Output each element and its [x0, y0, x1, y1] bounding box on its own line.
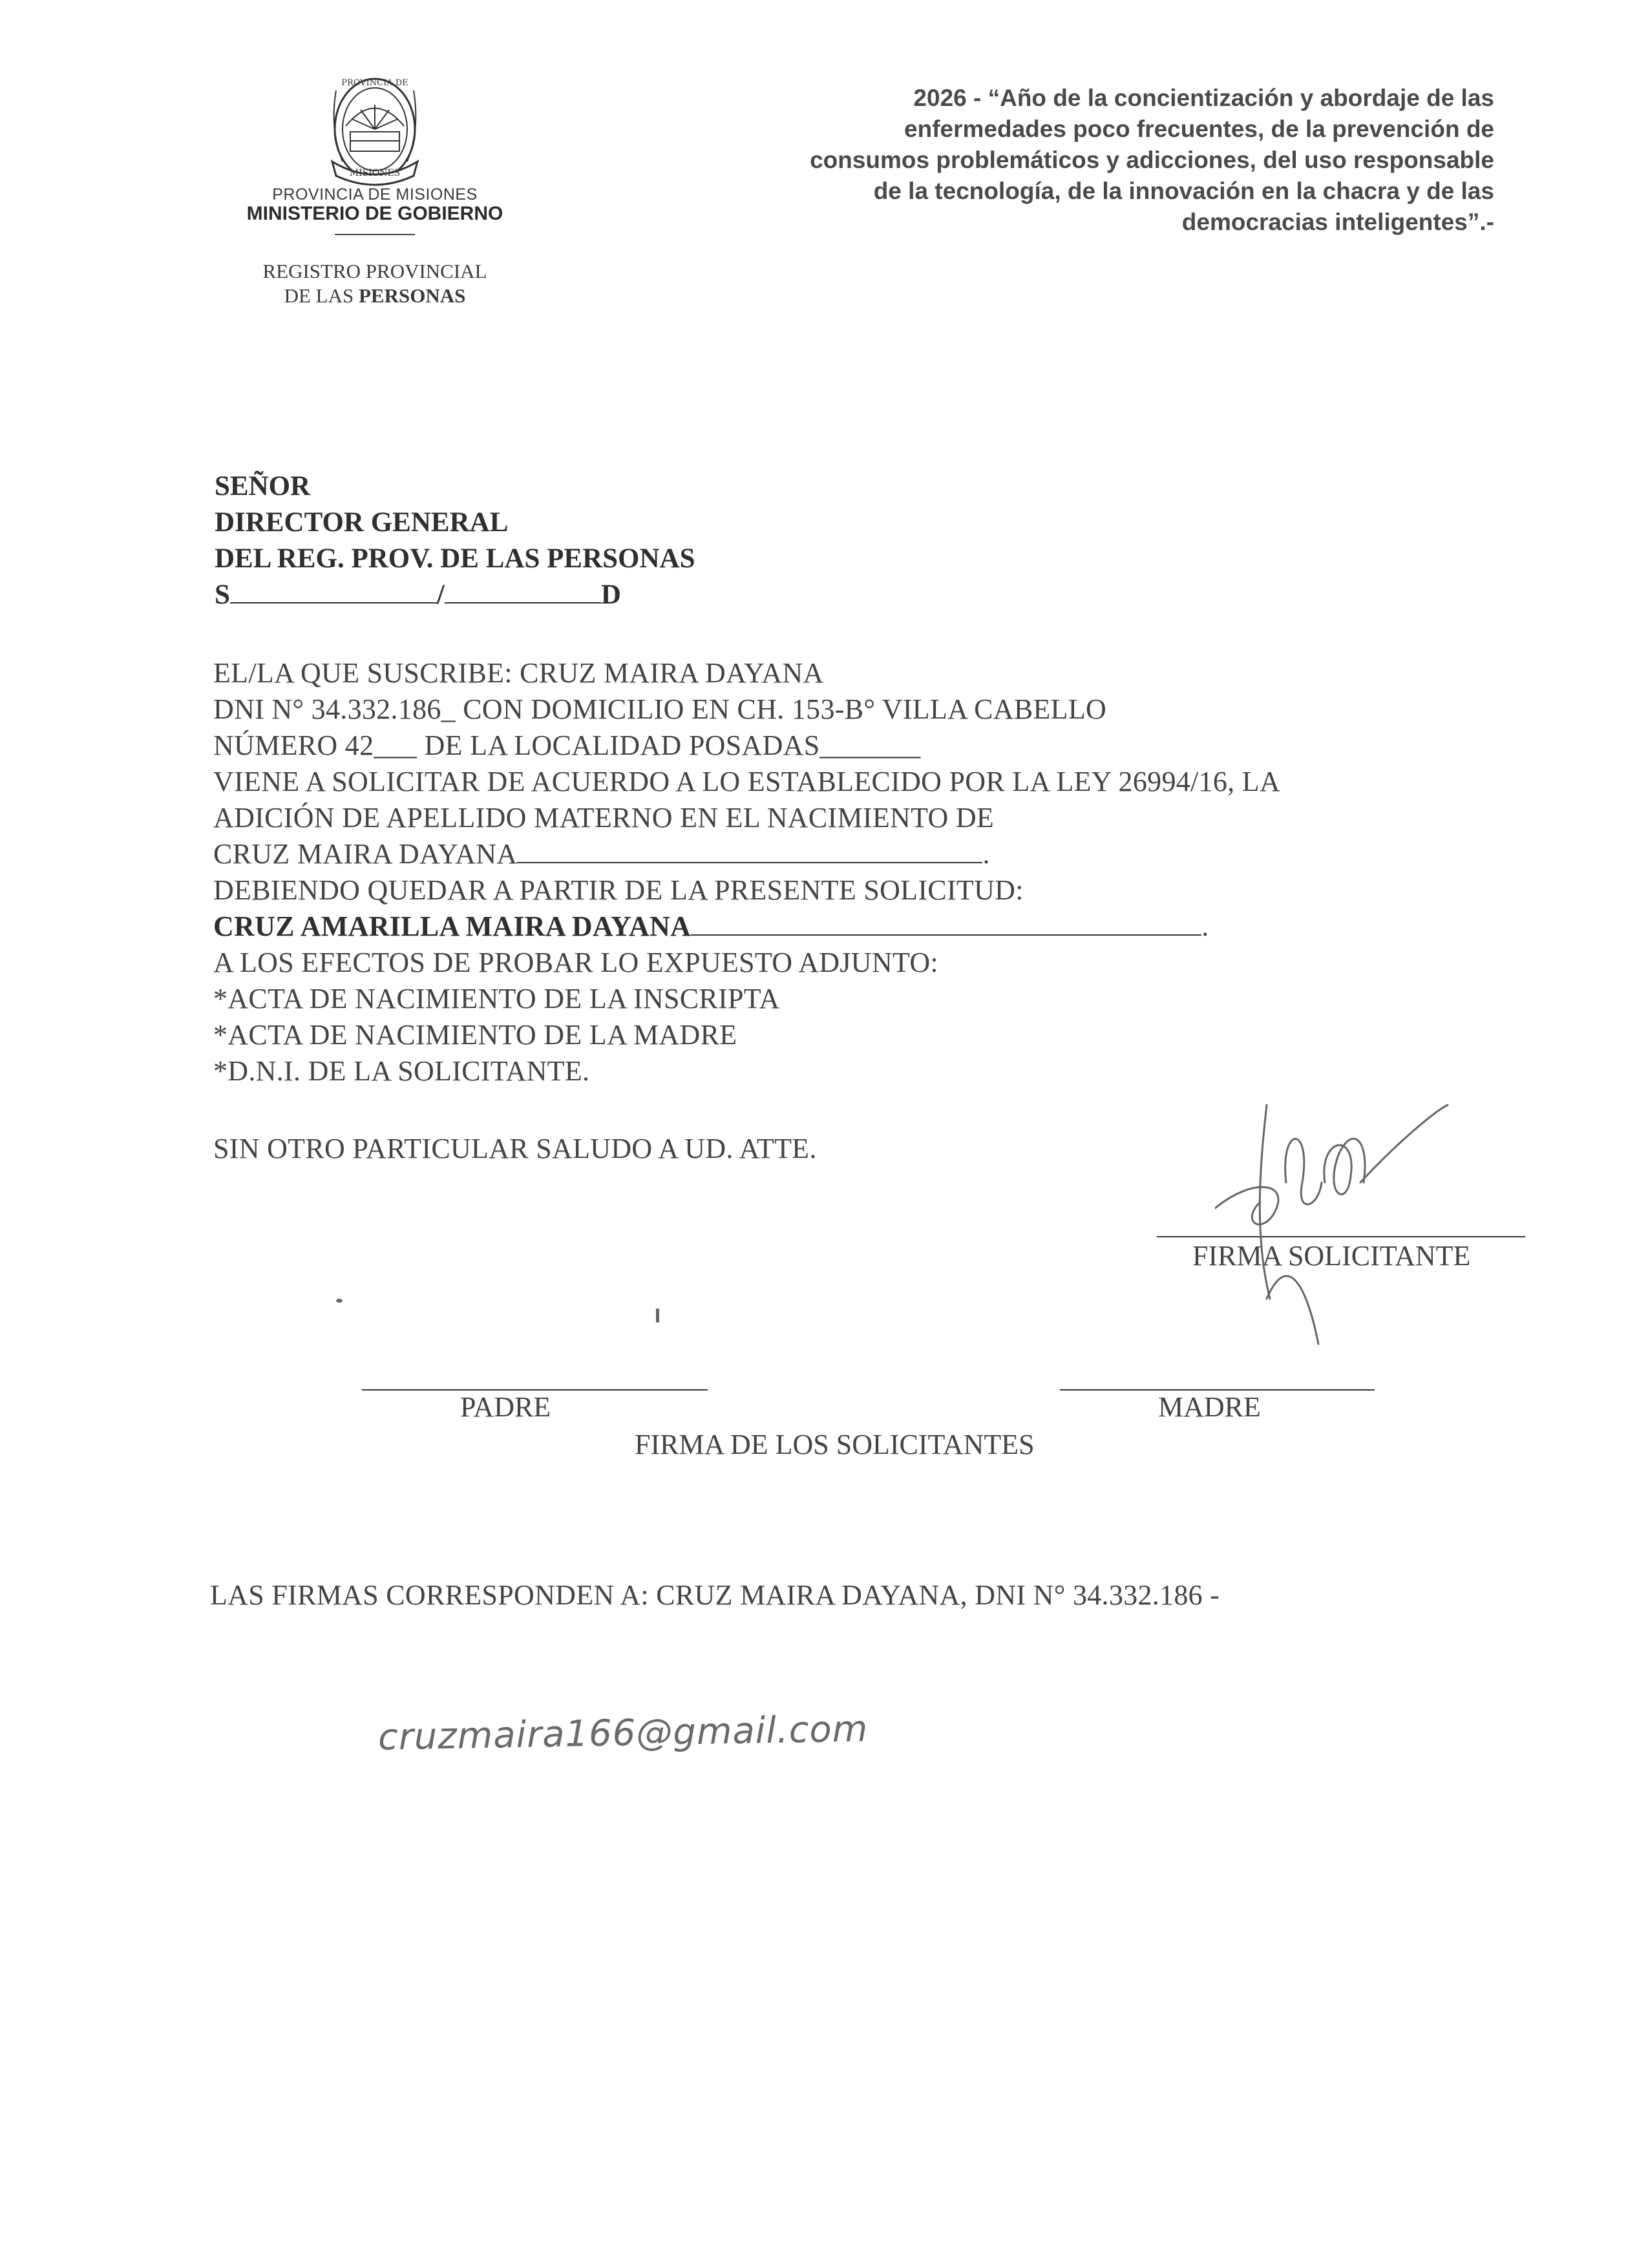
body-line: EL/LA QUE SUSCRIBE: CRUZ MAIRA DAYANA [213, 657, 824, 689]
applicants-signature-caption: FIRMA DE LOS SOLICITANTES [635, 1429, 1035, 1460]
addressee-sd [215, 579, 621, 611]
registry-line2-prefix: DE LAS [284, 284, 359, 307]
body-line: A LOS EFECTOS DE PROBAR LO EXPUESTO ADJUNTO: [213, 947, 938, 978]
body-line: DNI N° 34.332.186_ CON DOMICILIO EN CH. 153-B° VILLA CABELLO [213, 693, 1107, 725]
father-signature-label: PADRE [460, 1391, 551, 1423]
year-motto [685, 83, 1494, 238]
body-line: NÚMERO 42___ DE LA LOCALIDAD POSADAS_______ [213, 730, 921, 761]
registry-line2-bold: PERSONAS [359, 284, 466, 307]
attachment-item: *ACTA DE NACIMIENTO DE LA INSCRIPTA [213, 983, 780, 1014]
scan-speck [656, 1308, 659, 1323]
crest-lettering-bottom: MISIONES [349, 168, 401, 178]
header-divider [335, 234, 415, 235]
period: . [1201, 910, 1209, 942]
scan-speck [336, 1299, 343, 1303]
body-line-with-blank [213, 837, 990, 870]
handwritten-email: cruzmaira166@gmail.com [377, 1708, 869, 1759]
crest-lettering-top: PROVINCIA DE [341, 78, 408, 88]
motto-line: democracias inteligentes”.- [1181, 209, 1494, 235]
addressee-line3: DEL REG. PROV. DE LAS PERSONAS [215, 543, 695, 574]
province-crest-logo [310, 65, 439, 187]
body-line: VIENE A SOLICITAR DE ACUERDO A LO ESTABLECIDO POR LA LEY 26994/16, LA [213, 766, 1281, 797]
motto-line: 2026 - “Año de la concientización y abordaje de las [913, 85, 1494, 111]
period: . [982, 838, 990, 870]
sd-s: S [215, 580, 230, 610]
body-line: ADICIÓN DE APELLIDO MATERNO EN EL NACIMIENTO DE [213, 802, 995, 834]
addressee-line2: DIRECTOR GENERAL [215, 507, 509, 538]
sd-slash: / [436, 580, 445, 610]
ministry-name: MINISTERIO DE GOBIERNO [246, 203, 503, 224]
body-line: DEBIENDO QUEDAR A PARTIR DE LA PRESENTE SOLICITUD: [213, 874, 1024, 906]
registry-name-line2 [213, 284, 536, 308]
sd-d: D [600, 580, 621, 610]
motto-line: enfermedades poco frecuentes, de la prevención de [904, 116, 1494, 142]
handwritten-signature [1215, 1086, 1538, 1357]
closing-line: SIN OTRO PARTICULAR SALUDO A UD. ATTE. [213, 1133, 817, 1164]
attachment-item: *D.N.I. DE LA SOLICITANTE. [213, 1055, 590, 1087]
body-line-with-blank [213, 910, 1209, 943]
addressee-line1: SEÑOR [215, 471, 311, 501]
current-name: CRUZ MAIRA DAYANA [213, 838, 518, 870]
province-name: PROVINCIA DE MISIONES [272, 185, 478, 204]
registry-name-line1: REGISTRO PROVINCIAL [262, 260, 487, 282]
mother-signature-label: MADRE [1158, 1391, 1261, 1423]
applicant-signature-label: FIRMA SOLICITANTE [1192, 1240, 1471, 1272]
attachment-item: *ACTA DE NACIMIENTO DE LA MADRE [213, 1019, 737, 1051]
motto-line: consumos problemáticos y adicciones, del uso responsable [810, 147, 1494, 173]
signatures-correspond-line: LAS FIRMAS CORRESPONDEN A: CRUZ MAIRA DAYANA, DNI N° 34.332.186 - [210, 1579, 1220, 1611]
requested-name: CRUZ AMARILLA MAIRA DAYANA [213, 910, 692, 942]
motto-line: de la tecnología, de la innovación en la chacra y de las [873, 178, 1494, 204]
